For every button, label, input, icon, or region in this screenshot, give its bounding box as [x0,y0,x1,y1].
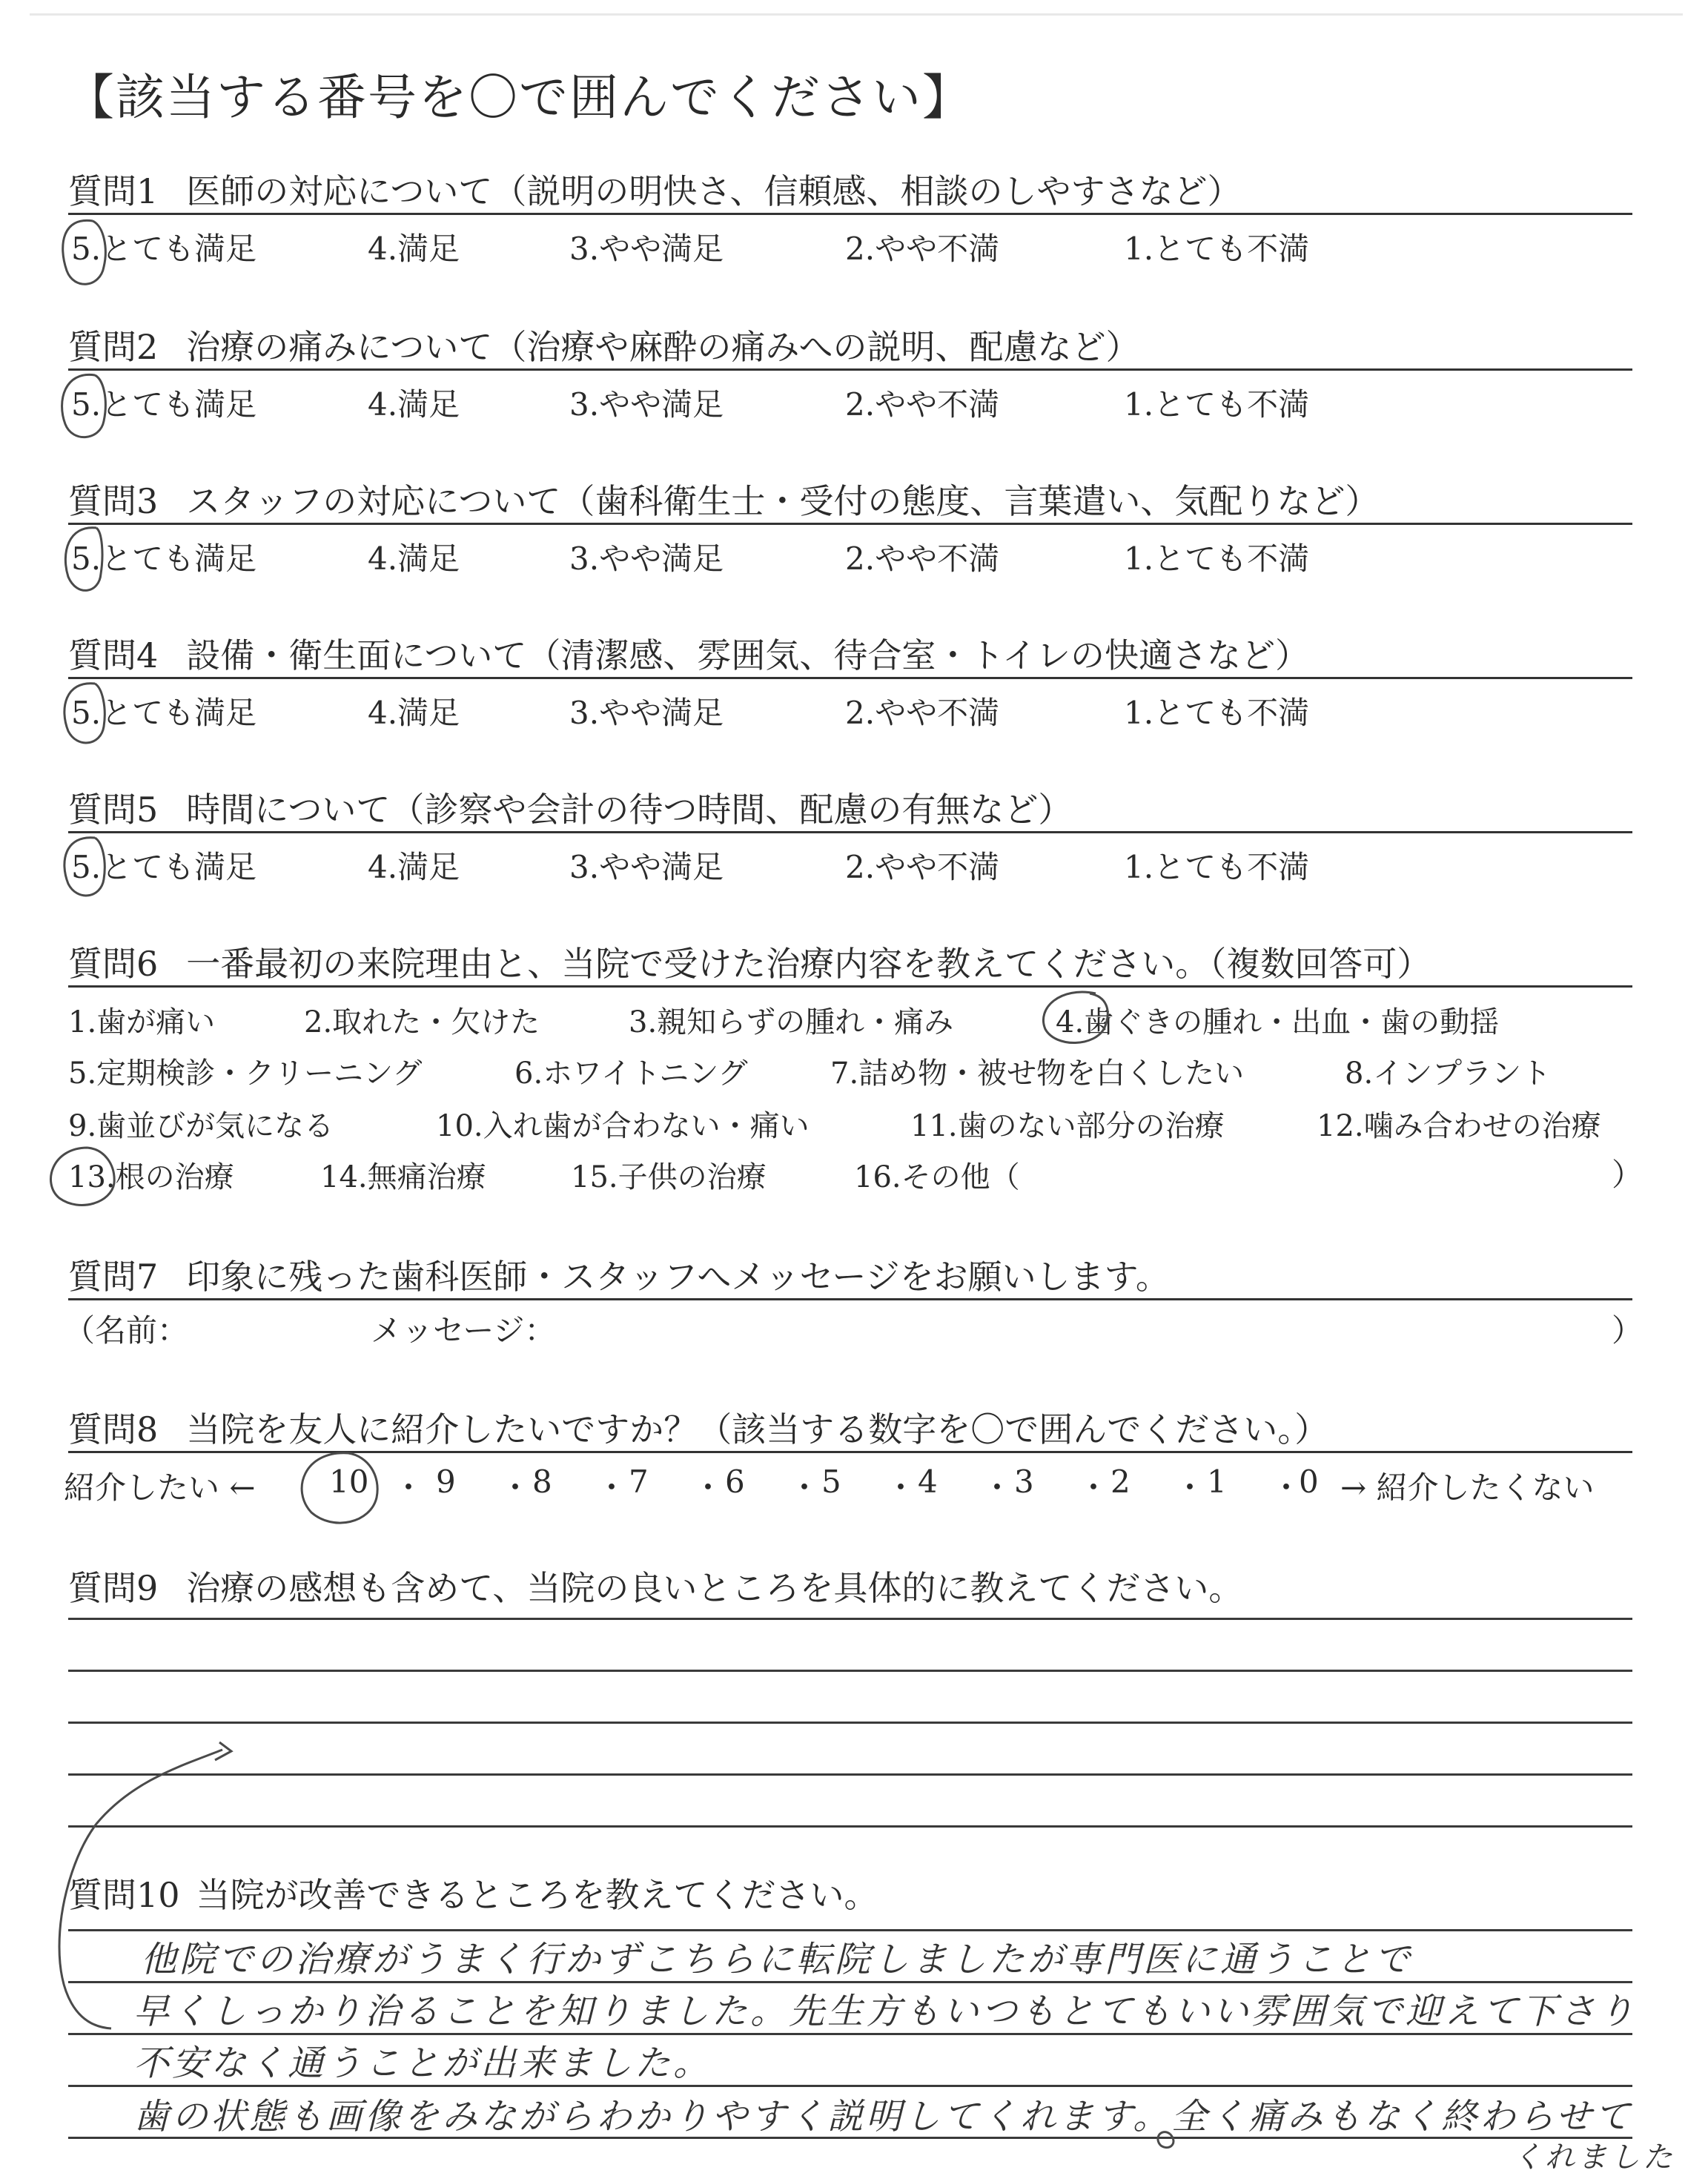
q4-option-1[interactable]: 1.とても不満 [1124,695,1310,731]
q4-option-3[interactable]: 3.やや満足 [569,695,724,731]
q5-selection-circle [64,838,105,896]
q6-option-2[interactable]: 2.取れた・欠けた [304,1005,540,1039]
q8-scale-separator: ・ [789,1469,821,1506]
q8-scale-5[interactable]: 5 [821,1464,841,1500]
q8-scale-1[interactable]: 1 [1207,1464,1227,1500]
q3-selection-circle [65,528,102,591]
question-6-title: 質問6 一番最初の来院理由と、当院で受けた治療内容を教えてください。（複数回答可） [68,944,1431,984]
q6-option-15[interactable]: 15.子供の治療 [571,1160,767,1194]
q8-scale-separator: ・ [393,1469,425,1506]
q3-option-5[interactable]: 5.とても満足 [71,540,257,577]
q2-option-4[interactable]: 4.満足 [368,386,460,423]
q8-scale-separator: ・ [596,1469,628,1506]
handwritten-line-5: くれました [1512,2140,1675,2175]
q6-option-8[interactable]: 8.インプラント [1345,1056,1552,1091]
q2-option-1[interactable]: 1.とても不満 [1124,386,1310,423]
question-9-title: 質問9 治療の感想も含めて、当院の良いところを具体的に教えてください。 [68,1568,1243,1608]
q2-option-2[interactable]: 2.やや不満 [845,386,1000,423]
q3-option-3[interactable]: 3.やや満足 [569,540,724,577]
q8-scale-separator: ・ [1174,1469,1206,1506]
q6-option-12[interactable]: 12.噛み合わせの治療 [1317,1109,1601,1143]
question-1-title: 質問1 医師の対応について（説明の明快さ、信頼感、相談のしやすさなど） [68,171,1242,211]
q8-scale-separator: ・ [1078,1469,1110,1506]
question-3-title: 質問3 スタッフの対応について（歯科衛生士・受付の態度、言葉遣い、気配りなど） [68,481,1380,521]
q1-option-4[interactable]: 4.満足 [368,231,460,267]
q8-scale-separator: ・ [500,1469,532,1506]
q8-scale-2[interactable]: 2 [1110,1464,1131,1500]
q8-right-label: → 紹介したくない [1340,1469,1595,1506]
q8-scale-7[interactable]: 7 [629,1464,649,1500]
q4-option-4[interactable]: 4.満足 [368,695,460,731]
q6-option-9[interactable]: 9.歯並びが気になる [68,1109,334,1143]
q8-scale-8[interactable]: 8 [532,1464,552,1500]
q1-option-3[interactable]: 3.やや満足 [569,231,724,267]
q6-option-11[interactable]: 11.歯のない部分の治療 [910,1109,1225,1143]
question-5-title: 質問5 時間について（診察や会計の待つ時間、配慮の有無など） [68,790,1073,830]
q3-option-1[interactable]: 1.とても不満 [1124,540,1310,577]
q1-selection-circle [63,220,106,284]
q8-ten-circle [302,1453,377,1523]
q8-scale-6[interactable]: 6 [725,1464,745,1500]
q4-selection-circle [64,684,105,743]
question-10-title: 質問10 当院が改善できるところを教えてください。 [68,1875,878,1915]
q6-option-10[interactable]: 10.入れ歯が合わない・痛い [436,1109,810,1143]
q6-option-4[interactable]: 4.歯ぐきの腫れ・出血・歯の動揺 [1056,1005,1500,1039]
q4-option-5[interactable]: 5.とても満足 [71,695,257,731]
q6-option-13[interactable]: 13.根の治療 [68,1160,234,1194]
q5-option-5[interactable]: 5.とても満足 [71,849,257,885]
q6-option-16[interactable]: 16.その他（ [854,1160,1020,1194]
q8-scale-separator: ・ [885,1469,917,1506]
q2-option-5[interactable]: 5.とても満足 [71,386,257,423]
q6-other-close-paren: ） [1612,1157,1644,1193]
handwritten-line-4: 歯の状態も画像をみながらわかりやすく説明してくれます。全く痛みもなく終わらせて [133,2096,1633,2137]
q7-message-label: メッセージ： [371,1312,556,1349]
question-8-title: 質問8 当院を友人に紹介したいですか？（該当する数字を〇で囲んでください。） [68,1409,1329,1449]
q8-scale-separator: ・ [692,1469,724,1506]
q2-option-3[interactable]: 3.やや満足 [569,386,724,423]
answer-dot-circle [1158,2132,1174,2148]
q6-option-5[interactable]: 5.定期検診・クリーニング [68,1056,423,1091]
q8-left-label: 紹介したい ← [64,1469,256,1506]
q8-scale-4[interactable]: 4 [918,1464,938,1500]
q8-scale-10[interactable]: 10 [329,1464,369,1500]
q3-option-2[interactable]: 2.やや不満 [845,540,1000,577]
q6-option-13-circle [51,1148,115,1205]
q7-close-paren: ） [1612,1312,1644,1349]
question-2-title: 質問2 治療の痛みについて（治療や麻酔の痛みへの説明、配慮など） [68,327,1140,367]
q6-option-6[interactable]: 6.ホワイトニング [514,1056,748,1091]
q3-option-4[interactable]: 4.満足 [368,540,460,577]
handwritten-line-1: 他院での治療がうまく行かずこちらに転院しましたが専門医に通うことで [141,1939,1414,1980]
q6-option-3[interactable]: 3.親知らずの腫れ・痛み [629,1005,954,1039]
q5-option-3[interactable]: 3.やや満足 [569,849,724,885]
q8-scale-3[interactable]: 3 [1014,1464,1034,1500]
q5-option-1[interactable]: 1.とても不満 [1124,849,1310,885]
q2-selection-circle [62,374,106,437]
form-heading: 【該当する番号を〇で囲んでください】 [65,69,973,126]
q4-option-2[interactable]: 2.やや不満 [845,695,1000,731]
q8-scale-0[interactable]: 0 [1299,1464,1319,1500]
q1-option-5[interactable]: 5.とても満足 [71,231,257,267]
question-4-title: 質問4 設備・衛生面について（清潔感、雰囲気、待合室・トイレの快適さなど） [68,635,1310,675]
q1-option-2[interactable]: 2.やや不満 [845,231,1000,267]
q6-option-14[interactable]: 14.無痛治療 [320,1160,486,1194]
q5-option-2[interactable]: 2.やや不満 [845,849,1000,885]
q8-scale-9[interactable]: 9 [436,1464,456,1500]
q6-option-1[interactable]: 1.歯が痛い [68,1005,216,1039]
q8-scale-separator: ・ [1271,1469,1302,1506]
q7-name-label: （名前： [64,1312,189,1349]
handwritten-line-2: 早くしっかり治ることを知りました。先生方もいつもとてもいい雰囲気で迎えて下さり [133,1991,1638,2032]
handwritten-line-3: 不安なく通うことが出来ました。 [133,2043,712,2084]
q6-option-7[interactable]: 7.詰め物・被せ物を白くしたい [830,1056,1245,1091]
q5-option-4[interactable]: 4.満足 [368,849,460,885]
q8-scale-separator: ・ [982,1469,1013,1506]
answer-arrow [59,1750,222,2028]
q1-option-1[interactable]: 1.とても不満 [1124,231,1310,267]
q6-option-4-circle [1043,992,1108,1042]
question-7-title: 質問7 印象に残った歯科医師・スタッフへメッセージをお願いします。 [68,1257,1170,1297]
